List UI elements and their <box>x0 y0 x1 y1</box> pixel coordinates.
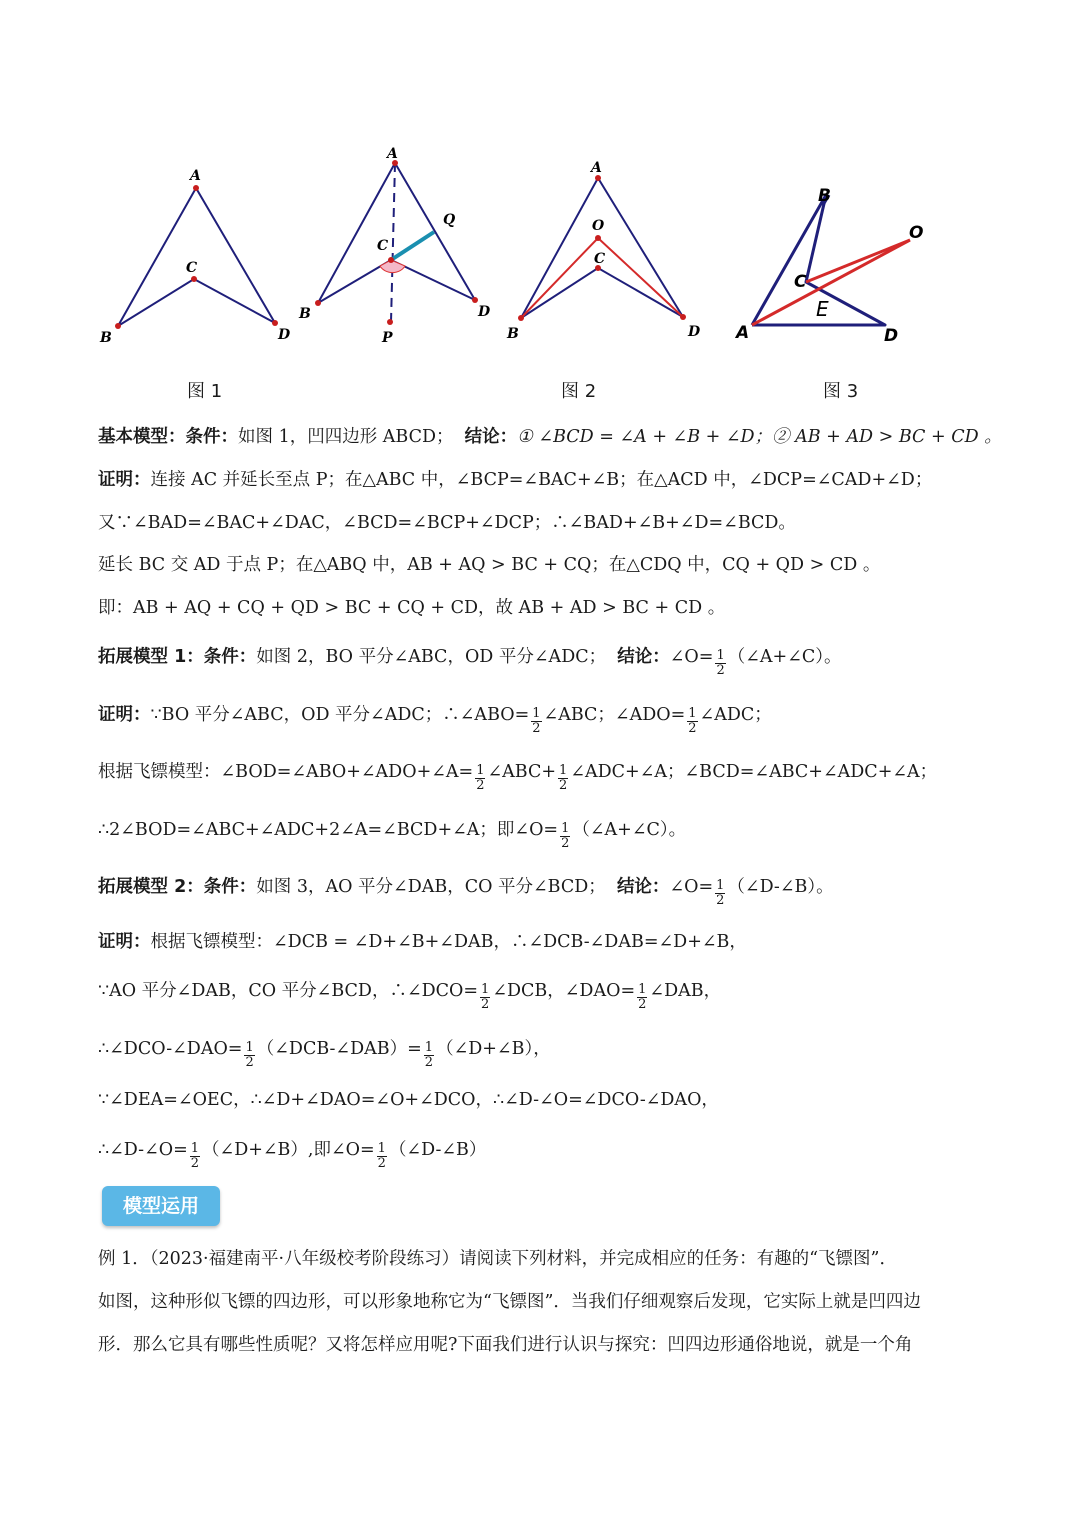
ext-model-1-condition: 如图 2，BO 平分∠ABC，OD 平分∠ADC； <box>256 647 607 667</box>
fig1-label-c: C <box>186 260 198 276</box>
fig2-label-c: C <box>594 251 606 267</box>
frac-den: 2 <box>190 1156 200 1171</box>
frac-den: 2 <box>476 778 485 793</box>
ext-model-2-conclusion-label: 结论： <box>616 877 670 897</box>
frac-num: 1 <box>245 1040 254 1055</box>
ext1-proof-label: 证明： <box>98 705 151 725</box>
ext-model-1-label: 拓展模型 1：条件： <box>98 647 257 667</box>
figure-2 <box>521 178 683 318</box>
mid-point-d <box>472 297 478 303</box>
proof-text-1: 连接 AC 并延长至点 P；在△ABC 中，∠BCP=∠BAC+∠B；在△ACD 中，∠DCP=∠CAD+∠D； <box>150 470 933 490</box>
ext-model-1-conclusion-b: （∠A+∠C）。 <box>727 647 842 667</box>
figures-panel <box>90 140 950 360</box>
frac-den: 2 <box>559 778 568 793</box>
ext2-proof3-c: （∠D+∠B）， <box>436 1039 551 1059</box>
mid-label-b: B <box>299 306 311 322</box>
fig1-label-d: D <box>278 327 291 343</box>
frac-den: 2 <box>716 663 725 678</box>
proof-line-2: 又∵∠BAD=∠BAC+∠DAC，∠BCD=∠BCP+∠DCP；∴∠BAD+∠B+∠D=∠BCD。 <box>98 513 796 533</box>
proof-line-4: 即：AB + AQ + CQ + QD > BC + CQ + CD，故 AB + AD > BC + CD 。 <box>98 598 726 618</box>
mid-label-c: C <box>377 238 389 254</box>
fig3-label-o: O <box>909 223 924 243</box>
fraction-half <box>531 707 541 736</box>
fig2-point-o <box>595 235 601 241</box>
ext2-proof2-b: ∠DCB，∠DAO= <box>492 981 636 1001</box>
frac-num: 1 <box>561 821 570 836</box>
ext1-proof-b: ∠ABC；∠ADO= <box>543 705 686 725</box>
frac-den: 2 <box>716 893 725 908</box>
ext2-proof-line-5 <box>98 1135 1000 1171</box>
fig3-label-b: B <box>818 186 831 206</box>
ext2-proof5-a: ∴∠D-∠O= <box>98 1140 188 1160</box>
ext2-proof5-c: （∠D-∠B） <box>388 1140 487 1160</box>
frac-den: 2 <box>424 1055 434 1070</box>
figure-proof <box>318 163 475 322</box>
ext-model-2-conclusion-a: ∠O= <box>669 877 714 897</box>
proof-line-1 <box>98 465 1000 495</box>
fig3-label-d: D <box>884 326 899 346</box>
figure-3 <box>752 195 910 325</box>
fig2-label-a: A <box>591 160 602 176</box>
frac-den: 2 <box>377 1156 386 1171</box>
frac-den: 2 <box>688 721 697 736</box>
frac-den: 2 <box>638 997 647 1012</box>
proof-line-3: 延长 BC 交 AD 于点 P；在△ABQ 中，AB + AQ > BC + CQ；在△CDQ 中，CQ + QD > CD 。 <box>98 555 881 575</box>
ext-model-1-line <box>98 642 1000 678</box>
basic-model-conclusion: ① ∠BCD = ∠A + ∠B + ∠D；② AB + AD > BC + CD 。 <box>517 427 1002 447</box>
mid-point-b <box>315 300 321 306</box>
frac-num: 1 <box>688 706 697 721</box>
basic-model-label: 基本模型：条件： <box>98 427 238 447</box>
frac-den: 2 <box>532 721 541 736</box>
ext2-proof-label: 证明： <box>98 932 151 952</box>
fig1-label-a: A <box>190 168 201 184</box>
frac-num: 1 <box>476 763 485 778</box>
ext1-proof-line-3 <box>98 815 1000 851</box>
ext2-proof-text: 根据飞镖模型：∠DCB = ∠D+∠B+∠DAB，∴∠DCB-∠DAB=∠D+∠B， <box>150 932 747 952</box>
fraction-half <box>377 1142 387 1171</box>
fraction-half <box>424 1041 434 1070</box>
fig1-point-a <box>193 185 199 191</box>
ext-model-2-label: 拓展模型 2：条件： <box>98 877 257 897</box>
ext2-proof-line-2 <box>98 976 1000 1012</box>
ext-model-1-conclusion-label: 结论： <box>617 647 670 667</box>
basic-model-conclusion-label: 结论： <box>464 427 518 447</box>
ext2-proof2-c: ∠DAB， <box>649 981 722 1001</box>
ext1-proof2-a: 根据飞镖模型：∠BOD=∠ABO+∠ADO+∠A= <box>98 762 474 782</box>
ext-model-2-line <box>98 872 1000 908</box>
ext1-proof-c: ∠ADC； <box>699 705 772 725</box>
fig2-label-o: O <box>592 218 605 234</box>
ext-model-2-conclusion-b: （∠D-∠B）。 <box>727 877 834 897</box>
frac-num: 1 <box>481 982 490 997</box>
fraction-half <box>687 707 697 736</box>
fraction-half <box>560 822 570 851</box>
ext2-proof-line-3 <box>98 1034 1000 1070</box>
fig3-label-c: C <box>794 272 807 292</box>
fig2-point-b <box>518 315 524 321</box>
fraction-half <box>190 1142 200 1171</box>
fig1-point-c <box>191 276 197 282</box>
ext2-proof3-b: （∠DCB-∠DAB）= <box>256 1039 422 1059</box>
example-paragraph-3: 形．那么它具有哪些性质呢？又将怎样应用呢?下面我们进行认识与探究：凹四边形通俗地说，就是一个角 <box>98 1335 913 1355</box>
fig3-label-e: E <box>816 297 829 321</box>
frac-num: 1 <box>716 878 725 893</box>
frac-num: 1 <box>559 763 568 778</box>
fraction-half <box>480 983 490 1012</box>
ext1-proof2-c: ∠ADC+∠A；∠BCD=∠ABC+∠ADC+∠A； <box>570 762 938 782</box>
ext1-proof2-b: ∠ABC+ <box>487 762 557 782</box>
ext1-proof-line-1 <box>98 700 1000 736</box>
ext1-proof3-a: ∴2∠BOD=∠ABC+∠ADC+2∠A=∠BCD+∠A；即∠O= <box>98 820 559 840</box>
ext1-proof-a: ∵BO 平分∠ABC，OD 平分∠ADC；∴∠ABO= <box>150 705 530 725</box>
basic-model-line <box>98 422 1000 452</box>
ext2-proof5-b: （∠D+∠B）,即∠O= <box>202 1140 375 1160</box>
ext2-proof2-a: ∵AO 平分∠DAB，CO 平分∠BCD，∴∠DCO= <box>98 981 479 1001</box>
fraction-half <box>715 879 725 908</box>
model-application-badge: 模型运用 <box>102 1186 220 1226</box>
example-paragraph-2: 如图，这种形似飞镖的四边形，可以形象地称它为“飞镖图”．当我们仔细观察后发现，它实际上就是凹四边 <box>98 1292 921 1312</box>
mid-point-c <box>388 257 394 263</box>
fraction-half <box>715 649 725 678</box>
caption-fig3: 图 3 <box>823 381 859 402</box>
frac-num: 1 <box>638 982 647 997</box>
frac-num: 1 <box>377 1141 386 1156</box>
fig2-point-d <box>680 314 686 320</box>
ext1-proof3-b: （∠A+∠C）。 <box>572 820 687 840</box>
mid-label-a: A <box>387 146 398 162</box>
fig2-label-d: D <box>688 324 701 340</box>
ext-model-2-condition: 如图 3，AO 平分∠DAB，CO 平分∠BCD； <box>256 877 606 897</box>
mid-label-q: Q <box>443 212 456 228</box>
extension-bc-to-q <box>391 232 434 260</box>
frac-den: 2 <box>245 1055 254 1070</box>
example-paragraph-1: 例 1．（2023·福建南平·八年级校考阶段练习）请阅读下列材料，并完成相应的任务：有趣的“飞镖图”． <box>98 1249 897 1269</box>
fraction-half <box>475 764 485 793</box>
ext1-proof-line-2 <box>98 757 1000 793</box>
mid-label-p: P <box>382 330 393 346</box>
ext2-proof3-a: ∴∠DCO-∠DAO= <box>98 1039 243 1059</box>
ext-model-1-conclusion-a: ∠O= <box>669 647 714 667</box>
fig3-label-a: A <box>736 323 750 343</box>
frac-den: 2 <box>481 997 490 1012</box>
frac-num: 1 <box>716 648 725 663</box>
fig1-label-b: B <box>100 330 112 346</box>
fig1-point-b <box>115 323 121 329</box>
caption-fig2: 图 2 <box>561 381 597 402</box>
frac-num: 1 <box>532 706 541 721</box>
fraction-half <box>637 983 647 1012</box>
ext2-proof-line-1 <box>98 927 1000 957</box>
proof-label: 证明： <box>98 470 151 490</box>
frac-num: 1 <box>424 1040 434 1055</box>
frac-num: 1 <box>190 1141 200 1156</box>
mid-point-p <box>387 319 393 325</box>
basic-model-condition: 如图 1，凹四边形 ABCD； <box>238 427 454 447</box>
fraction-half <box>244 1041 254 1070</box>
mid-label-d: D <box>478 304 491 320</box>
figure-1 <box>118 188 275 326</box>
fig1-point-d <box>272 320 278 326</box>
ext2-proof-line-4: ∵∠DEA=∠OEC，∴∠D+∠DAO=∠O+∠DCO，∴∠D-∠O=∠DCO-∠DAO， <box>98 1090 719 1110</box>
fraction-half <box>558 764 568 793</box>
frac-den: 2 <box>561 836 570 851</box>
fig2-label-b: B <box>507 326 519 342</box>
caption-fig1: 图 1 <box>187 381 223 402</box>
